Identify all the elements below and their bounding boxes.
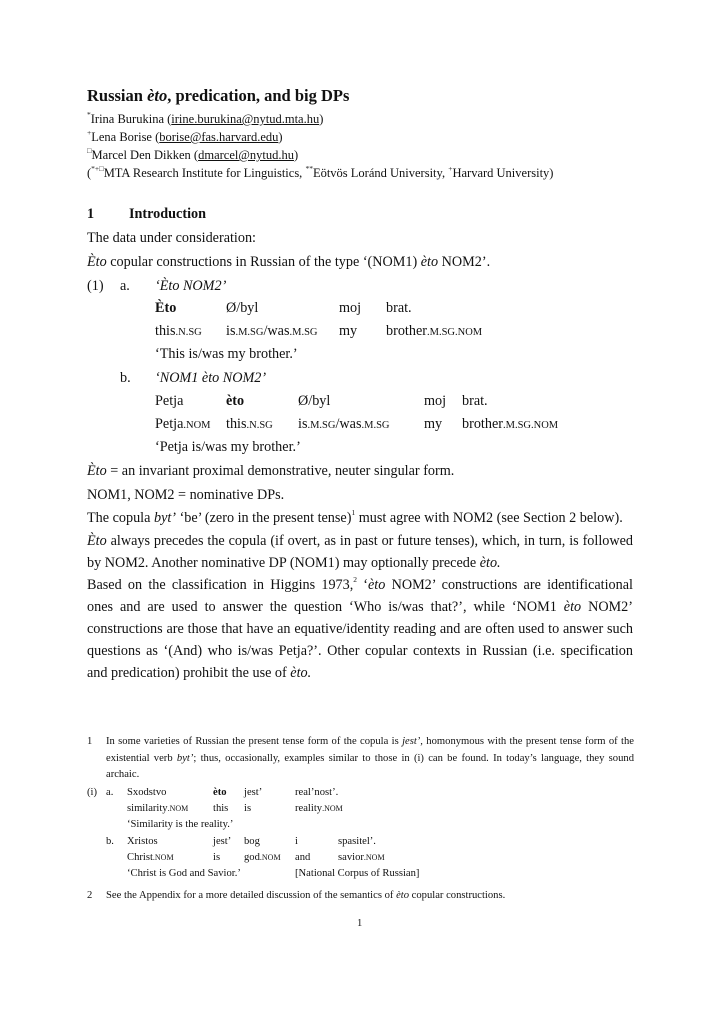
- footnote-text: See the Appendix for a more detailed discussion of the semantics of èto copular constructions.: [106, 890, 506, 901]
- footnote-number: 1: [87, 736, 93, 747]
- footnote-text: In some varieties of Russian the present tense form of the copula is jest’, homonymous with the present tense form of the existential verb byt’; thus, occasionally, examples similar to those in (i) can be found. In today’s language, they sound archaic.: [106, 736, 634, 780]
- author-line: □Marcel Den Dikken (dmarcel@nytud.hu): [87, 145, 299, 162]
- example-word: jest’: [244, 787, 263, 798]
- example-number: (i): [87, 787, 97, 798]
- example-gloss: this.N.SG: [155, 323, 202, 339]
- example-header: ‘NOM1 èto NOM2’: [155, 370, 267, 386]
- intro-text: Èto copular constructions in Russian of the type ‘(NOM1) èto NOM2’.: [87, 254, 491, 270]
- example-gloss: brother.M.SG.NOM: [462, 416, 559, 432]
- definition-text: Èto = an invariant proximal demonstrative, neuter singular form.: [87, 463, 455, 479]
- author-email-link[interactable]: irine.burukina@nytud.mta.hu: [171, 112, 320, 126]
- example-gloss: is: [213, 852, 221, 863]
- example-gloss: reality.NOM: [295, 803, 343, 814]
- example-gloss: is.M.SG/was.M.SG: [226, 323, 318, 339]
- example-gloss: my: [339, 323, 358, 339]
- example-translation: ‘Similarity is the reality.’: [127, 819, 234, 830]
- example-word: real’nost’.: [295, 787, 339, 798]
- example-gloss: god.NOM: [244, 852, 281, 863]
- example-translation: ‘This is/was my brother.’: [155, 346, 298, 362]
- example-word: moj: [339, 300, 362, 316]
- example-gloss: is: [244, 803, 252, 814]
- body-paragraph: Èto always precedes the copula (if overt, as in past or future tenses), which, in turn, is followed by NOM2. Another nominative DP (NOM1) may optionally precede èto.: [87, 533, 633, 571]
- author-email-link[interactable]: dmarcel@nytud.hu: [198, 148, 294, 162]
- example-word: bog: [244, 836, 260, 847]
- footnote-number: 2: [87, 890, 93, 901]
- example-word: Èto: [155, 300, 177, 316]
- example-word: spasitel’.: [338, 836, 376, 847]
- example-word: jest’: [213, 836, 232, 847]
- example-word: brat.: [386, 300, 412, 316]
- example-word: Ø/byl: [298, 393, 331, 409]
- example-gloss: brother.M.SG.NOM: [386, 323, 483, 339]
- example-gloss: Christ.NOM: [127, 852, 174, 863]
- example-gloss: Petja.NOM: [155, 416, 211, 432]
- author-line: *Irina Burukina (irine.burukina@nytud.mta.hu): [87, 109, 324, 126]
- footnote-mark[interactable]: 2: [353, 575, 358, 585]
- intro-text: The data under consideration:: [87, 230, 257, 246]
- example-word: Xristos: [127, 836, 158, 847]
- example-number: (1): [87, 278, 104, 294]
- example-word: Petja: [155, 393, 184, 409]
- paper-title: Russian èto, predication, and big DPs: [87, 86, 350, 105]
- footnote-mark[interactable]: 1: [351, 508, 356, 518]
- example-gloss: this: [213, 803, 229, 814]
- example-translation: ‘Petja is/was my brother.’: [155, 439, 301, 455]
- author-email-link[interactable]: borise@fas.harvard.edu: [159, 130, 279, 144]
- example-gloss: my: [424, 416, 443, 432]
- affiliation-line: (*+□MTA Research Institute for Linguistics, **Eötvös Loránd University, +Harvard University): [87, 163, 554, 180]
- definition-text: NOM1, NOM2 = nominative DPs.: [87, 487, 285, 503]
- example-gloss: this.N.SG: [226, 416, 273, 432]
- example-word: Ø/byl: [226, 300, 259, 316]
- body-paragraph: Based on the classification in Higgins 1973,$^2$ ‘èto NOM2’ constructions are identificational ones and are used to answer the question ‘Who is/was that?’, while ‘NOM1 èto NOM2’ constructions are those that have an equative/identity reading and are often used to answer such questions as ‘(And) who is/was Petja?’. Other copular contexts in Russian (i.e. specification and predication) prohibit the use of èto.: [87, 575, 633, 681]
- example-gloss: similarity.NOM: [127, 803, 189, 814]
- example-header: ‘Èto NOM2’: [155, 278, 227, 294]
- section-title: Introduction: [129, 206, 206, 222]
- example-label: b.: [106, 836, 114, 847]
- section-number: 1: [87, 206, 95, 222]
- example-label: b.: [120, 370, 131, 386]
- example-label: a.: [120, 278, 130, 294]
- example-gloss: is.M.SG/was.M.SG: [298, 416, 390, 432]
- example-word: èto: [213, 787, 227, 798]
- corpus-source: [National Corpus of Russian]: [295, 868, 420, 879]
- example-word: Sxodstvo: [127, 787, 167, 798]
- example-gloss: and: [295, 852, 311, 863]
- example-label: a.: [106, 787, 114, 798]
- page-number: 1: [357, 918, 363, 929]
- author-line: +Lena Borise (borise@fas.harvard.edu): [87, 127, 283, 144]
- example-translation: ‘Christ is God and Savior.’: [127, 868, 241, 879]
- example-word: brat.: [462, 393, 488, 409]
- example-word: moj: [424, 393, 447, 409]
- example-gloss: savior.NOM: [338, 852, 385, 863]
- example-word: i: [295, 836, 298, 847]
- copula-text: The copula byt’ ‘be’ (zero in the present tense)$^1$ must agree with NOM2 (see Section 2 below).: [87, 508, 623, 526]
- example-word: èto: [226, 393, 245, 409]
